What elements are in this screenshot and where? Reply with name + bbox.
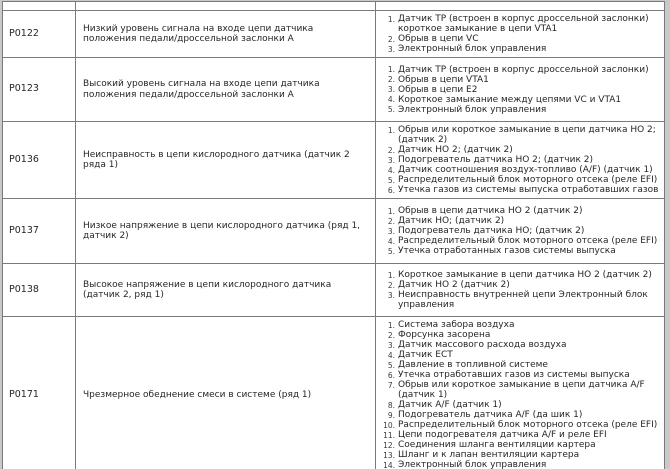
dtc-code-cell: P0171 <box>3 317 76 469</box>
table-row <box>3 199 665 264</box>
partial-row <box>3 2 665 11</box>
causes-cell <box>376 264 665 317</box>
table-row <box>3 58 665 122</box>
cause-item: Датчик массового расхода воздуха <box>398 340 567 350</box>
cause-item: Распределительный блок моторного отсека (реле EFI) <box>398 420 658 430</box>
causes-cell <box>376 58 665 122</box>
description-cell: Низкий уровень сигнала на входе цепи датчика положения педали/дроссельной заслонки А <box>76 11 376 58</box>
cause-item: Обрыв или короткое замыкание в цепи датчика HO 2; (датчик 2) <box>398 125 656 145</box>
description-cell: Низкое напряжение в цепи кислородного датчика (ряд 1, датчик 2) <box>76 199 376 264</box>
table-row <box>3 122 665 199</box>
dtc-code-cell <box>3 2 76 11</box>
causes-list <box>380 320 661 469</box>
cause-item: Датчик ECT <box>398 350 453 360</box>
causes-cell <box>376 2 665 11</box>
cause-item: Короткое замыкание в цепи датчика HO 2 (датчик 2) <box>398 270 652 280</box>
table-row <box>3 264 665 317</box>
dtc-code-cell: P0123 <box>3 58 76 122</box>
cause-item: Датчик HO; (датчик 2) <box>398 216 505 226</box>
dtc-code-cell: P0136 <box>3 122 76 199</box>
description-cell <box>76 2 376 11</box>
causes-list <box>380 65 661 115</box>
causes-cell <box>376 11 665 58</box>
cause-item: Шланг и к лапан вентиляции картера <box>398 450 580 460</box>
description-cell: Высокое напряжение в цепи кислородного датчика (датчик 2, ряд 1) <box>76 264 376 317</box>
cause-item: Короткое замыкание между цепями VC и VTA1 <box>398 94 622 105</box>
cause-item: Утечка отработанных газов системы выпуска <box>398 246 616 256</box>
cause-item: Датчик ТР (встроен в корпус дроссельной заслонки) короткое замыкание в цепи VTA1 <box>398 14 649 34</box>
cause-item: Утечка отработавших газов из системы выпуска <box>398 370 630 380</box>
cause-item: Обрыв в цепи Е2 <box>398 84 478 95</box>
cause-item: Цепи подогревателя датчика A/F и реле EFI <box>398 430 607 440</box>
cause-item: Датчик ТР (встроен в корпус дроссельной заслонки) <box>398 64 649 75</box>
cause-item: Неисправность внутренней цепи Электронный блок управления <box>398 290 648 310</box>
cause-item: Распределительный блок моторного отсека (реле EFI) <box>398 175 658 185</box>
cause-item: Подогреватель датчика A/F (да шик 1) <box>398 410 583 420</box>
cause-item: Система забора воздуха <box>398 320 515 330</box>
cause-item: Давление в топливной системе <box>398 360 548 370</box>
cause-item: Датчик HO 2 (датчик 2) <box>398 280 510 290</box>
cause-item: Распределительный блок моторного отсека (реле EFI) <box>398 236 658 246</box>
cause-item: Обрыв или короткое замыкание в цепи датчика A/F (датчик 1) <box>398 380 645 400</box>
description-cell: Чрезмерное обеднение смеси в системе (ряд 1) <box>76 317 376 469</box>
cause-item: Обрыв в цепи VTA1 <box>398 74 489 85</box>
cause-item: Подогреватель датчика HO; (датчик 2) <box>398 226 585 236</box>
causes-list <box>380 14 661 54</box>
cause-item: Обрыв в цепи VC <box>398 34 479 44</box>
cause-item: Соединения шланга вентиляции картера <box>398 440 596 450</box>
causes-list <box>380 206 661 256</box>
cause-item: Электронный блок управления <box>398 44 547 54</box>
causes-cell <box>376 122 665 199</box>
cause-item: Датчик HO 2; (датчик 2) <box>398 145 513 155</box>
table-row <box>3 317 665 469</box>
causes-list <box>380 125 661 195</box>
cause-item: Датчик A/F (датчик 1) <box>398 400 502 410</box>
causes-cell <box>376 199 665 264</box>
cause-item: Утечка газов из системы выпуска отработавших газов <box>398 185 659 195</box>
dtc-table-body <box>3 2 665 469</box>
cause-item: Электронный блок управления <box>398 104 547 115</box>
dtc-code-cell: P0122 <box>3 11 76 58</box>
description-cell: Высокий уровень сигнала на входе цепи датчика положения педали/дроссельной заслонки А <box>76 58 376 122</box>
cause-item: Форсунка засорена <box>398 330 491 340</box>
causes-cell <box>376 317 665 469</box>
cause-item: Электронный блок управления <box>398 460 547 469</box>
description-cell: Неисправность в цепи кислородного датчика (датчик 2 ряда 1) <box>76 122 376 199</box>
table-row <box>3 11 665 58</box>
cause-item: Подогреватель датчика HO 2; (датчик 2) <box>398 155 593 165</box>
dtc-code-cell: P0138 <box>3 264 76 317</box>
dtc-code-cell: P0137 <box>3 199 76 264</box>
causes-list <box>380 270 661 310</box>
cause-item: Датчик соотношения воздух-топливо (A/F) (датчик 1) <box>398 165 653 175</box>
dtc-table <box>2 1 665 469</box>
cause-item: Обрыв в цепи датчика HO 2 (датчик 2) <box>398 206 583 216</box>
